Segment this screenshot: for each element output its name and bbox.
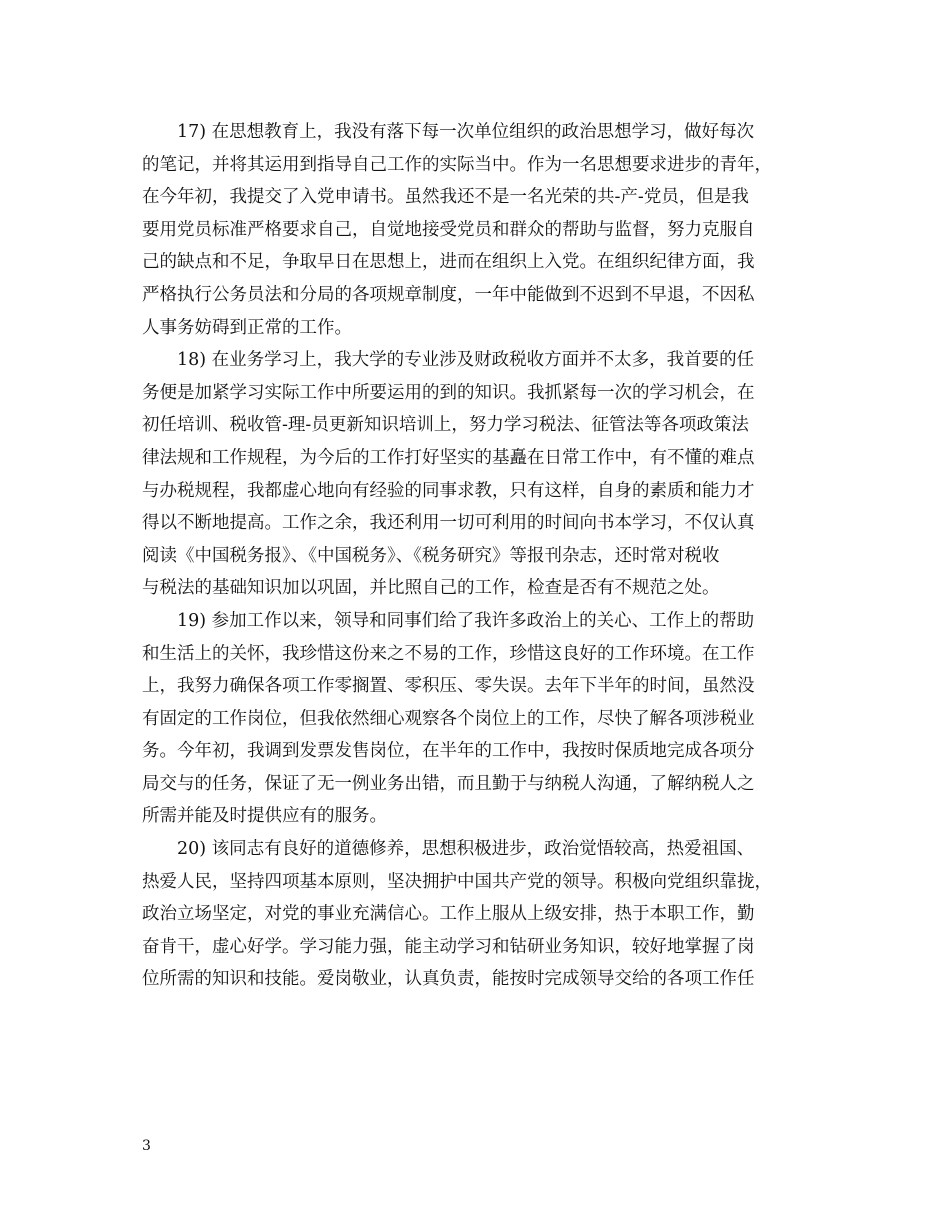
paragraph-line: 20) 该同志有良好的道德修养，思想积极进步，政治觉悟较高，热爱祖国、 [177,839,755,860]
document-body [142,116,810,996]
paragraph-line: 政治立场坚定，对党的事业充满信心。工作上服从上级安排，热于本职工作，勤 [142,904,755,925]
paragraph-line: 务便是加紧学习实际工作中所要运用的到的知识。我抓紧每一次的学习机会，在 [142,382,755,403]
paragraph-line: 有固定的工作岗位，但我依然细心观察各个岗位上的工作，尽快了解各项涉税业 [142,708,755,729]
paragraph-line: 19) 参加工作以来，领导和同事们给了我许多政治上的关心、工作上的帮助 [177,610,755,631]
paragraph-line: 务。今年初，我调到发票发售岗位，在半年的工作中，我按时保质地完成各项分 [142,741,755,762]
paragraph-line: 要用党员标准严格要求自己，自觉地接受党员和群众的帮助与监督，努力克服自 [142,219,755,240]
paragraph-18 [142,344,810,605]
paragraph-line: 18) 在业务学习上，我大学的专业涉及财政税收方面并不太多，我首要的任 [177,350,755,371]
paragraph-line: 局交与的任务，保证了无一例业务出错，而且勤于与纳税人沟通，了解纳税人之 [142,773,755,794]
paragraph-line: 上，我努力确保各项工作零搁置、零积压、零失误。去年下半年的时间，虽然没 [142,676,755,697]
paragraph-line: 和生活上的关怀，我珍惜这份来之不易的工作，珍惜这良好的工作环境。在工作 [142,643,755,664]
paragraph-line: 的笔记，并将其运用到指导自己工作的实际当中。作为一名思想要求进步的青年， [142,154,772,175]
paragraph-line: 在今年初，我提交了入党申请书。虽然我还不是一名光荣的共-产-党员，但是我 [142,187,749,208]
paragraph-line: 与办税规程，我都虚心地向有经验的同事求教，只有这样，自身的素质和能力才 [142,480,755,501]
paragraph-line: 奋肯干，虚心好学。学习能力强，能主动学习和钻研业务知识，较好地掌握了岗 [142,936,755,957]
paragraph-line: 位所需的知识和技能。爱岗敬业，认真负责，能按时完成领导交给的各项工作任 [142,969,755,990]
paragraph-line: 所需并能及时提供应有的服务。 [142,806,387,827]
paragraph-line: 17) 在思想教育上，我没有落下每一次单位组织的政治思想学习，做好每次 [177,122,755,142]
paragraph-line: 严格执行公务员法和分局的各项规章制度，一年中能做到不迟到不早退，不因私 [142,284,755,305]
paragraph-20 [142,833,810,996]
paragraph-line: 己的缺点和不足，争取早日在思想上，进而在组织上入党。在组织纪律方面，我 [142,252,755,273]
page-number: 3 [142,1138,151,1154]
paragraph-line: 与税法的基础知识加以巩固，并比照自己的工作，检查是否有不规范之处。 [142,578,720,599]
paragraph-19 [142,605,810,833]
paragraph-line: 初任培训、税收管-理-员更新知识培训上，努力学习税法、征管法等各项政策法 [142,415,749,436]
paragraph-line: 阅读《中国税务报》、《中国税务》、《税务研究》等报刊杂志，还时常对税收 [142,545,720,566]
paragraph-line: 得以不断地提高。工作之余，我还利用一切可利用的时间向书本学习，不仅认真 [142,513,755,534]
paragraph-line: 热爱人民，坚持四项基本原则，坚决拥护中国共产党的领导。积极向党组织靠拢， [142,871,772,892]
paragraph-line: 人事务妨碍到正常的工作。 [142,317,352,338]
paragraph-17 [142,116,810,344]
paragraph-line: 律法规和工作规程，为今后的工作打好坚实的基矗在日常工作中，有不懂的难点 [142,447,755,468]
